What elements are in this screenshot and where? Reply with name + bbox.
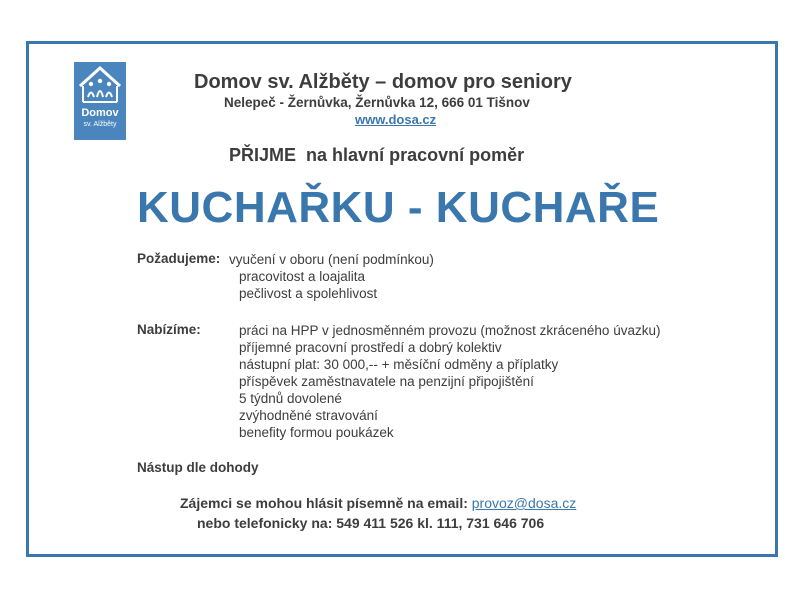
benefits-label: Nabízíme: [137,322,201,337]
logo-text-domov: Domov [81,107,119,119]
list-item: nástupní plat: 30 000,-- + měsíční odměny a příplatky [239,357,559,372]
requirements-list [229,251,434,302]
list-item: příspěvek zaměstnavatele na penzijní připojištění [239,374,534,389]
hire-prefix: PŘIJME [229,145,297,165]
list-item: vyučení v oboru (není podmínkou) [229,252,434,267]
list-item: pečlivost a spolehlivost [239,286,378,301]
requirements-label: Požadujeme: [137,251,221,266]
house-with-people-icon [74,62,126,108]
contact-email-prefix: Zájemci se mohou hlásit písemně na email: [180,495,468,511]
email-link[interactable]: provoz@dosa.cz [471,495,577,511]
benefits-list [239,322,660,441]
website-link[interactable]: www.dosa.cz [355,112,437,127]
start-date-note: Nástup dle dohody [137,460,259,475]
job-title: KUCHAŘKU - KUCHAŘE [137,183,660,232]
list-item: benefity formou poukázek [239,425,394,440]
logo-text-name: sv. Alžběty [83,121,117,128]
organization-logo [74,62,126,140]
hire-suffix: na hlavní pracovní poměr [306,145,525,165]
organization-address: Nelepeč - Žernůvka, Žernůvka 12, 666 01 Tišnov [224,95,530,110]
list-item: příjemné pracovní prostředí a dobrý kolektiv [239,340,502,355]
list-item: 5 týdnů dovolené [239,391,342,406]
hire-statement [229,145,524,166]
list-item: zvýhodněné stravování [239,408,378,423]
contact-email-line [180,495,576,511]
list-item: pracovitost a loajalita [239,269,366,284]
organization-name: Domov sv. Alžběty – domov pro seniory [194,71,572,93]
contact-phone-line: nebo telefonicky na: 549 411 526 kl. 111, 731 646 706 [197,515,545,531]
list-item: práci na HPP v jednosměnném provozu (možnost zkráceného úvazku) [239,323,661,338]
